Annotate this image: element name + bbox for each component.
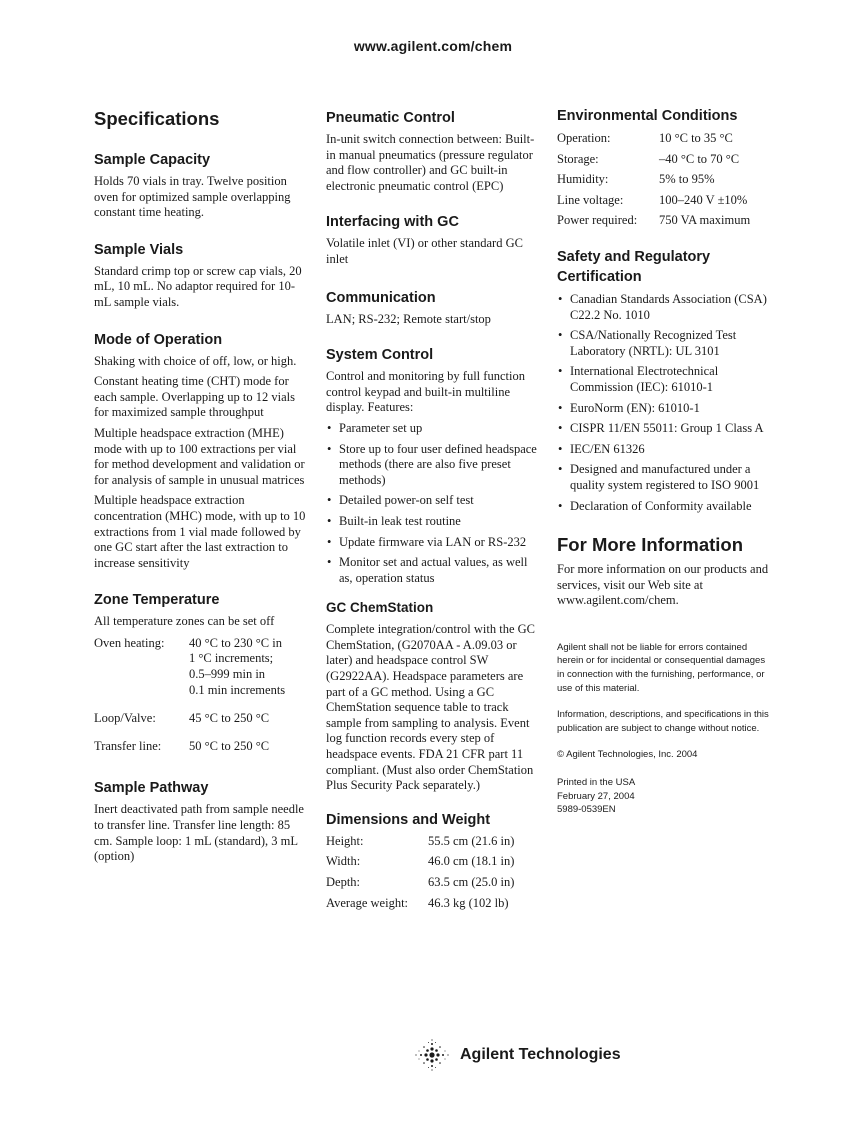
table-row <box>557 172 750 193</box>
system-heading: System Control <box>326 347 434 364</box>
column-left <box>94 106 308 865</box>
list-item: • Parameter set up <box>327 420 423 435</box>
zone-label: Transfer line: <box>94 738 162 753</box>
dimension-value: 46.3 kg (102 lb) <box>428 895 509 910</box>
copyright-text: © Agilent Technologies, Inc. 2004 <box>557 749 698 761</box>
sample-vials-heading: Sample Vials <box>94 241 184 258</box>
mode-text-4: Multiple headspace extraction concentration (MHC) mode, with up to 10 extractions from 1 vial made followed by one GC start after the last extraction to increase sensitivity <box>94 493 306 570</box>
dimension-value: 46.0 cm (18.1 in) <box>428 854 515 869</box>
list-item: • Store up to four user defined headspace methods (there are also five preset methods) <box>327 441 537 487</box>
env-label: Line voltage: <box>557 192 624 207</box>
notice-text: Information, descriptions, and specifications in this publication are subject to change without notice. <box>557 709 769 734</box>
list-item: • IEC/EN 61326 <box>558 441 645 456</box>
zone-label: Oven heating: <box>94 635 165 650</box>
env-value: 10 °C to 35 °C <box>659 131 733 145</box>
table-row <box>326 875 514 896</box>
mode-heading: Mode of Operation <box>94 331 223 348</box>
env-value: –40 °C to 70 °C <box>659 151 740 166</box>
list-item: • Declaration of Conformity available <box>558 498 752 513</box>
chemstation-heading: GC ChemStation <box>326 600 434 616</box>
list-item: • Update firmware via LAN or RS-232 <box>327 534 527 549</box>
pneumatic-text: In-unit switch connection between: Built-in manual pneumatics (pressure regulator and flow controller) and GC built-in electronic pneumatic control (EPC) <box>326 132 535 193</box>
mode-text-3: Multiple headspace extraction (MHE) mode with up to 100 extractions per vial for method development and validation or for analysis of sample in unusual matrices <box>94 425 305 487</box>
communication-heading: Communication <box>326 289 436 306</box>
list-item: • Canadian Standards Association (CSA) C22.2 No. 1010 <box>558 291 767 322</box>
sample-vials-text: Standard crimp top or screw cap vials, 20 mL, 10 mL. No adaptor required for 10-mL sample vials. <box>94 263 302 309</box>
agilent-spark-icon <box>412 1038 452 1072</box>
list-item: • International Electrotechnical Commission (IEC): 61010-1 <box>558 364 719 394</box>
env-value: 750 VA maximum <box>659 213 751 228</box>
pneumatic-heading: Pneumatic Control <box>326 110 455 126</box>
table-row <box>326 854 514 875</box>
table-row <box>326 896 514 912</box>
zone-intro: All temperature zones can be set off <box>94 614 275 629</box>
dimensions-heading: Dimensions and Weight <box>326 811 491 828</box>
zone-value: 50 °C to 250 °C <box>189 738 270 753</box>
pathway-heading: Sample Pathway <box>94 780 209 797</box>
safety-heading: Safety and Regulatory Certification <box>557 248 711 285</box>
oven-line: 1 °C increments; <box>189 651 274 666</box>
environment-table <box>557 131 750 229</box>
zone-table <box>94 636 285 755</box>
dimension-value: 63.5 cm (25.0 in) <box>428 875 515 889</box>
list-item: • Detailed power-on self test <box>327 493 474 508</box>
oven-line: 40 °C to 230 °C in <box>189 635 282 650</box>
agilent-logo <box>412 1038 621 1072</box>
safety-list <box>557 292 777 514</box>
printed-text: Printed in the USA <box>557 777 636 789</box>
zone-heading: Zone Temperature <box>94 592 220 609</box>
environment-heading: Environmental Conditions <box>557 108 738 124</box>
list-item: • Designed and manufactured under a quality system registered to ISO 9001 <box>558 462 760 492</box>
table-row <box>557 213 750 229</box>
list-item: • CISPR 11/EN 55011: Group 1 Class A <box>558 421 764 436</box>
date-text: February 27, 2004 <box>557 790 635 802</box>
communication-text: LAN; RS-232; Remote start/stop <box>326 311 491 326</box>
interfacing-text: Volatile inlet (VI) or other standard GC inlet <box>326 236 523 266</box>
column-right <box>557 106 777 817</box>
table-row <box>326 834 514 855</box>
env-value: 100–240 V ±10% <box>659 192 748 207</box>
list-item: • Built-in leak test routine <box>327 513 461 528</box>
list-item: • Monitor set and actual values, as well as, operation status <box>327 555 528 585</box>
logo-text: Agilent Technologies <box>460 1046 621 1063</box>
mode-text-1: Shaking with choice of off, low, or high. <box>94 353 297 368</box>
env-value: 5% to 95% <box>659 172 715 187</box>
dimension-label: Average weight: <box>326 895 409 910</box>
env-label: Operation: <box>557 131 611 145</box>
list-item: • EuroNorm (EN): 61010-1 <box>558 400 700 415</box>
more-info-heading: For More Information <box>557 534 744 556</box>
chemstation-text: Complete integration/control with the GC ChemStation, (G2070AA - A.09.03 or later) and headspace control SW (G2922AA). Headspace parameters are part of a GC method. Using a GC ChemStation sequence table to track sample from sampling to analysis. Event log function records every step of headspace events. FDA 21 CFR part 11 compliant. (Must also order ChemStation Plus Security Pack separately.) <box>326 622 535 793</box>
table-row <box>557 193 750 214</box>
env-label: Power required: <box>557 213 638 228</box>
more-info-text: For more information on our products and services, visit our Web site at www.agilent.com/chem. <box>557 562 769 608</box>
pathway-text: Inert deactivated path from sample needle to transfer line. Transfer line length: 85 cm. Sample loop: 1 mL (standard), 3 mL (option) <box>94 802 304 864</box>
sample-capacity-heading: Sample Capacity <box>94 152 211 168</box>
dimension-value: 55.5 cm (21.6 in) <box>428 833 515 848</box>
page-title: Specifications <box>94 108 220 129</box>
env-label: Humidity: <box>557 172 609 187</box>
zone-value: 45 °C to 250 °C <box>189 711 270 726</box>
dimension-label: Width: <box>326 854 361 869</box>
oven-line: 0.1 min increments <box>189 682 286 697</box>
system-features-list <box>326 421 540 586</box>
list-item: • CSA/Nationally Recognized Test Laboratory (NRTL): UL 3101 <box>558 328 737 358</box>
mode-text-2: Constant heating time (CHT) mode for each sample. Overlapping up to 12 vials for maximized sample throughput <box>94 374 295 420</box>
table-row <box>557 131 750 152</box>
zone-value <box>189 636 285 698</box>
zone-row-loop <box>94 698 285 727</box>
disclaimer-text: Agilent shall not be liable for errors contained herein or for incidental or consequential damages in connection with the furnishing, performance, or use of this material. <box>557 641 766 694</box>
dimensions-table <box>326 834 514 911</box>
dimension-label: Depth: <box>326 875 361 889</box>
zone-row-transfer <box>94 727 285 755</box>
env-label: Storage: <box>557 151 599 166</box>
zone-label: Loop/Valve: <box>94 711 156 726</box>
oven-line: 0.5–999 min in <box>189 667 266 682</box>
header-url: www.agilent.com/chem <box>353 38 513 54</box>
dimension-label: Height: <box>326 833 364 848</box>
table-row <box>557 152 750 173</box>
publication-number: 5989-0539EN <box>557 804 616 816</box>
column-middle <box>326 106 540 911</box>
system-text: Control and monitoring by full function control keypad and built-in multiline display. Features: <box>326 369 525 415</box>
zone-row-oven <box>94 636 285 698</box>
interfacing-heading: Interfacing with GC <box>326 214 459 231</box>
sample-capacity-text: Holds 70 vials in tray. Twelve position oven for optimized sample overlapping constant time heating. <box>94 174 291 220</box>
